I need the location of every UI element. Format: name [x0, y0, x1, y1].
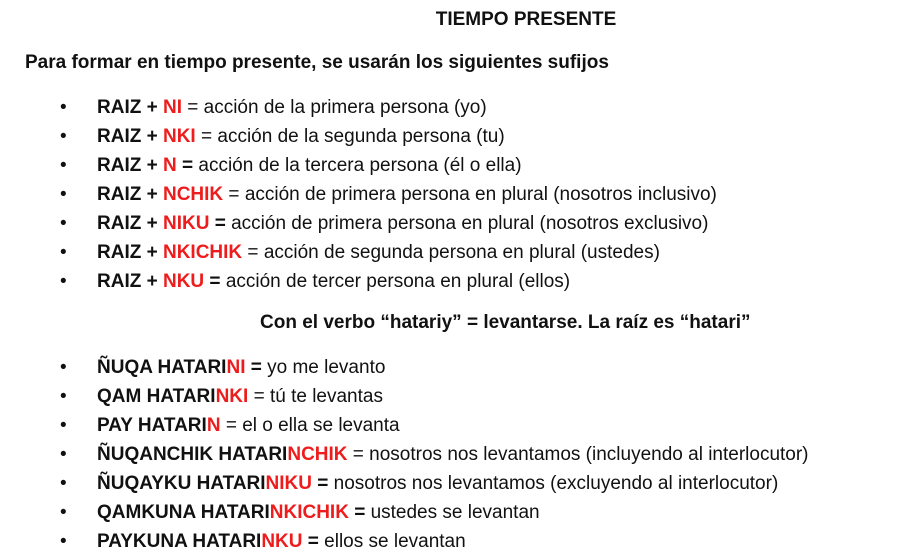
description-text: acción de primera persona en plural (nosotros inclusivo)	[244, 184, 717, 205]
bullet-glyph: •	[60, 415, 67, 436]
bullet-glyph: •	[60, 473, 67, 494]
suffix-text: N	[206, 415, 221, 436]
prefix-text: RAIZ +	[97, 126, 163, 147]
suffix-rule-item	[60, 209, 717, 238]
equals-sign: =	[248, 386, 270, 407]
suffix-text: NI	[226, 357, 246, 378]
prefix-text: RAIZ +	[97, 155, 163, 176]
prefix-text: PAY HATARI	[97, 415, 207, 436]
prefix-text: RAIZ +	[97, 242, 163, 263]
verb-subtitle: Con el verbo “hatariy” = levantarse. La raíz es “hatari”	[260, 312, 751, 333]
intro-heading: Para formar en tiempo presente, se usarán los siguientes sufijos	[25, 52, 609, 73]
prefix-text: QAMKUNA HATARI	[97, 502, 270, 523]
description-text: nosotros nos levantamos (incluyendo al interlocutor)	[369, 444, 809, 465]
suffix-text: NKICHIK	[162, 242, 243, 263]
equals-sign: =	[245, 357, 268, 378]
suffix-text: NKU	[162, 271, 205, 292]
equals-sign: =	[302, 531, 325, 552]
description-text: acción de segunda persona en plural (ustedes)	[263, 242, 660, 263]
description-text: nosotros nos levantamos (excluyendo al interlocutor)	[333, 473, 779, 494]
suffix-text: NIKU	[265, 473, 312, 494]
equals-sign: =	[242, 242, 264, 263]
suffix-rule-item	[60, 267, 717, 296]
equals-sign: =	[195, 126, 218, 147]
equals-sign: =	[209, 213, 232, 234]
prefix-text: RAIZ +	[97, 213, 163, 234]
prefix-text: RAIZ +	[97, 97, 163, 118]
suffix-text: NKI	[215, 386, 249, 407]
suffix-text: NKICHIK	[269, 502, 349, 523]
equals-sign: =	[348, 502, 371, 523]
example-item	[60, 440, 809, 469]
description-text: acción de tercer persona en plural (ellos)	[225, 271, 571, 292]
equals-sign: =	[176, 155, 199, 176]
suffix-text: NCHIK	[162, 184, 224, 205]
bullet-glyph: •	[60, 184, 67, 205]
equals-sign: =	[312, 473, 334, 494]
suffix-text: N	[162, 155, 177, 176]
description-text: acción de la segunda persona (tu)	[217, 126, 505, 147]
equals-sign: =	[223, 184, 245, 205]
description-text: ustedes se levantan	[370, 502, 540, 523]
bullet-glyph: •	[60, 386, 67, 407]
bullet-glyph: •	[60, 531, 67, 552]
suffix-text: NI	[162, 97, 182, 118]
equals-sign: =	[220, 415, 243, 436]
example-item	[60, 469, 809, 498]
suffix-rule-item	[60, 151, 717, 180]
example-item	[60, 498, 809, 527]
suffix-text: NKI	[162, 126, 196, 147]
example-item	[60, 527, 809, 556]
equals-sign: =	[347, 444, 370, 465]
example-list	[60, 353, 809, 556]
description-text: tú te levantas	[269, 386, 383, 407]
equals-sign: =	[204, 271, 226, 292]
description-text: yo me levanto	[267, 357, 386, 378]
bullet-glyph: •	[60, 242, 67, 263]
prefix-text: QAM HATARI	[97, 386, 216, 407]
bullet-glyph: •	[60, 126, 67, 147]
suffix-text: NKU	[261, 531, 303, 552]
description-text: acción de la tercera persona (él o ella)	[198, 155, 522, 176]
description-text: ellos se levantan	[324, 531, 466, 552]
suffix-rule-item	[60, 122, 717, 151]
page-title: TIEMPO PRESENTE	[435, 9, 617, 30]
prefix-text: PAYKUNA HATARI	[97, 531, 262, 552]
example-item	[60, 382, 809, 411]
suffix-rule-list	[60, 93, 717, 296]
bullet-glyph: •	[60, 444, 67, 465]
bullet-glyph: •	[60, 271, 67, 292]
equals-sign: =	[181, 97, 204, 118]
prefix-text: RAIZ +	[97, 271, 163, 292]
suffix-rule-item	[60, 93, 717, 122]
suffix-rule-item	[60, 238, 717, 267]
suffix-rule-item	[60, 180, 717, 209]
bullet-glyph: •	[60, 97, 67, 118]
bullet-glyph: •	[60, 155, 67, 176]
example-item	[60, 353, 809, 382]
prefix-text: ÑUQAYKU HATARI	[97, 473, 266, 494]
bullet-glyph: •	[60, 213, 67, 234]
suffix-text: NIKU	[162, 213, 210, 234]
description-text: el o ella se levanta	[242, 415, 400, 436]
bullet-glyph: •	[60, 357, 67, 378]
suffix-text: NCHIK	[287, 444, 348, 465]
example-item	[60, 411, 809, 440]
bullet-glyph: •	[60, 502, 67, 523]
description-text: acción de primera persona en plural (nosotros exclusivo)	[231, 213, 709, 234]
description-text: acción de la primera persona (yo)	[203, 97, 487, 118]
prefix-text: ÑUQA HATARI	[97, 357, 227, 378]
prefix-text: ÑUQANCHIK HATARI	[97, 444, 288, 465]
prefix-text: RAIZ +	[97, 184, 163, 205]
